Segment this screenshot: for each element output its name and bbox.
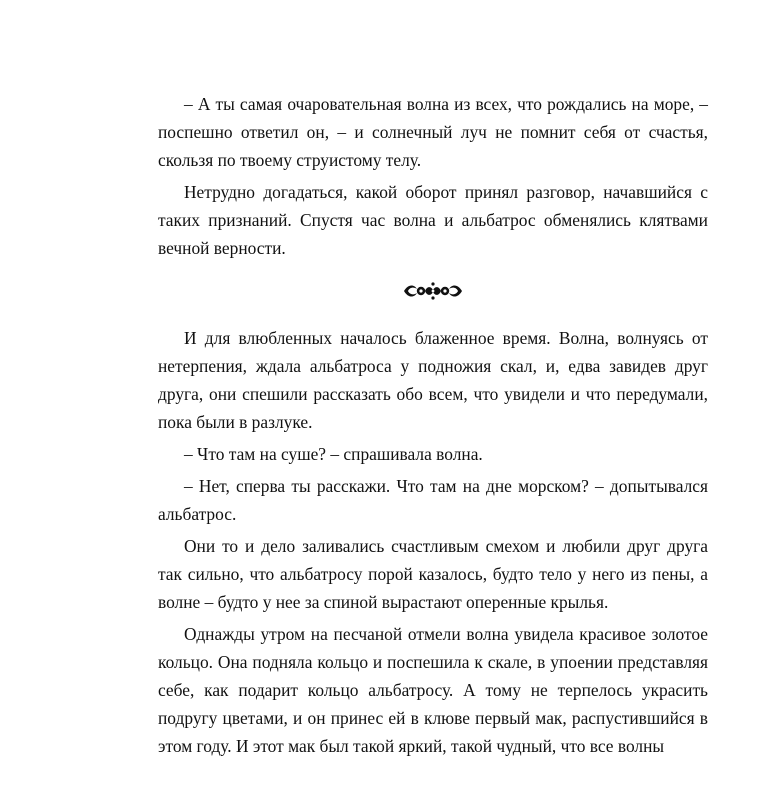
paragraph-dialog-4: – Что там на суше? – спрашивала волна. — [184, 444, 483, 464]
paragraph-3: И для влюбленных началось блаженное время. Волна, волнуясь от нетерпения, ждала альбатроса у подножия скал, и, едва завидев друг друга, они спешили рассказать обо всем, что увидели и что передумали, пока были в разлуке. — [158, 328, 708, 432]
paragraph-dialog-5: – Нет, сперва ты расскажи. Что там на дне морском? – допытывался альбатрос. — [158, 476, 708, 524]
paragraph-7: Однажды утром на песчаной отмели волна увидела красивое золотое кольцо. Она подняла кольцо и поспешила к скале, в упоении представляя себе, как подарит кольцо альбатросу. А тому не терпелось украсить подругу цветами, и он принес ей в клюве первый мак, распустившийся в этом году. И этот мак был такой яркий, такой чудный, что все волны — [158, 624, 708, 756]
paragraph-6: Они то и дело заливались счастливым смехом и любили друг друга так сильно, что альбатросу порой казалось, будто тело у него из пены, а волне – будто у нее за спиной вырастают оперенные крылья. — [158, 536, 708, 612]
book-page — [158, 90, 708, 764]
section-divider — [158, 280, 708, 302]
floral-ornament-icon — [402, 281, 464, 301]
paragraph-2: Нетрудно догадаться, какой оборот принял разговор, начавшийся с таких признаний. Спустя час волна и альбатрос обменялись клятвами вечной верности. — [158, 182, 708, 258]
paragraph-dialog-1: – А ты самая очаровательная волна из всех, что рождались на море, – поспешно ответил он, – и солнечный луч не помнит себя от счастья, скользя по твоему струистому телу. — [158, 94, 708, 170]
